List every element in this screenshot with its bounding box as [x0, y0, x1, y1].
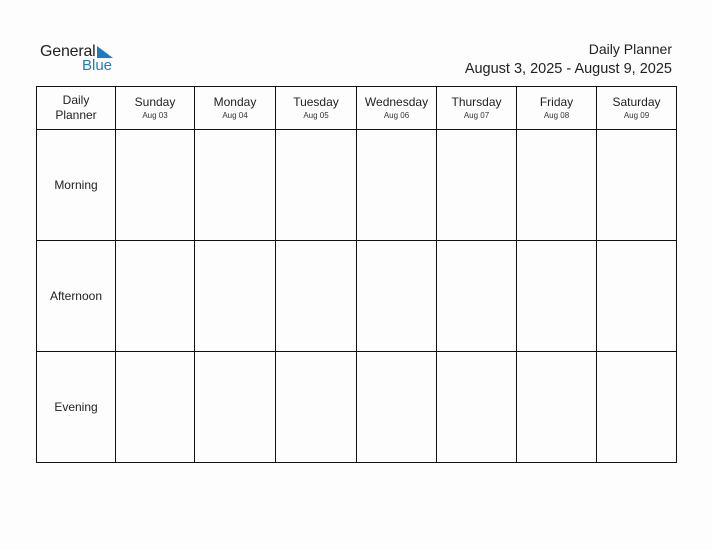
corner-cell	[37, 87, 116, 130]
generalblue-logo	[40, 42, 120, 76]
day-date: Aug 03	[142, 110, 168, 120]
planner-cell[interactable]	[357, 130, 437, 241]
planner-cell[interactable]	[195, 352, 276, 463]
planner-cell[interactable]	[116, 352, 195, 463]
row-label: Morning	[37, 130, 116, 241]
day-header-thursday	[437, 87, 517, 130]
planner-table	[36, 86, 677, 463]
row-afternoon	[37, 241, 677, 352]
planner-cell[interactable]	[195, 241, 276, 352]
header-row	[37, 87, 677, 130]
planner-cell[interactable]	[276, 352, 357, 463]
corner-label-line1: Daily	[62, 93, 90, 107]
planner-cell[interactable]	[357, 241, 437, 352]
logo-text-general: General	[40, 43, 96, 60]
day-header-tuesday	[276, 87, 357, 130]
page-title: Daily Planner	[588, 41, 672, 57]
day-name: Saturday	[612, 94, 661, 109]
planner-cell[interactable]	[517, 241, 597, 352]
day-date: Aug 06	[383, 110, 410, 120]
planner-cell[interactable]	[437, 352, 517, 463]
day-name: Thursday	[451, 94, 502, 109]
planner-cell[interactable]	[276, 130, 357, 241]
day-name: Monday	[213, 94, 257, 109]
planner-cell[interactable]	[597, 352, 677, 463]
planner-cell[interactable]	[357, 352, 437, 463]
planner-cell[interactable]	[116, 241, 195, 352]
day-date: Aug 07	[463, 110, 490, 120]
logo-text-blue: Blue	[82, 57, 113, 74]
planner-header	[465, 40, 672, 80]
planner-cell[interactable]	[437, 130, 517, 241]
day-date: Aug 04	[222, 110, 248, 120]
day-name: Friday	[539, 94, 574, 109]
day-name: Sunday	[134, 94, 176, 109]
date-range: August 3, 2025 - August 9, 2025	[464, 61, 672, 77]
row-label: Afternoon	[37, 241, 116, 352]
day-date: Aug 08	[543, 110, 570, 120]
day-name: Tuesday	[293, 94, 339, 109]
row-evening	[37, 352, 677, 463]
planner-cell[interactable]	[597, 130, 677, 241]
day-date: Aug 05	[303, 110, 329, 120]
planner-cell[interactable]	[276, 241, 357, 352]
day-date: Aug 09	[623, 110, 650, 120]
planner-cell[interactable]	[195, 130, 276, 241]
planner-cell[interactable]	[116, 130, 195, 241]
day-header-saturday	[597, 87, 677, 130]
day-header-friday	[517, 87, 597, 130]
day-header-sunday	[116, 87, 195, 130]
planner-cell[interactable]	[597, 241, 677, 352]
row-morning	[37, 130, 677, 241]
day-header-monday	[195, 87, 276, 130]
planner-cell[interactable]	[437, 241, 517, 352]
day-name: Wednesday	[364, 94, 429, 109]
planner-cell[interactable]	[517, 130, 597, 241]
day-header-wednesday	[357, 87, 437, 130]
corner-label-line2: Planner	[55, 108, 97, 122]
row-label: Evening	[37, 352, 116, 463]
planner-cell[interactable]	[517, 352, 597, 463]
